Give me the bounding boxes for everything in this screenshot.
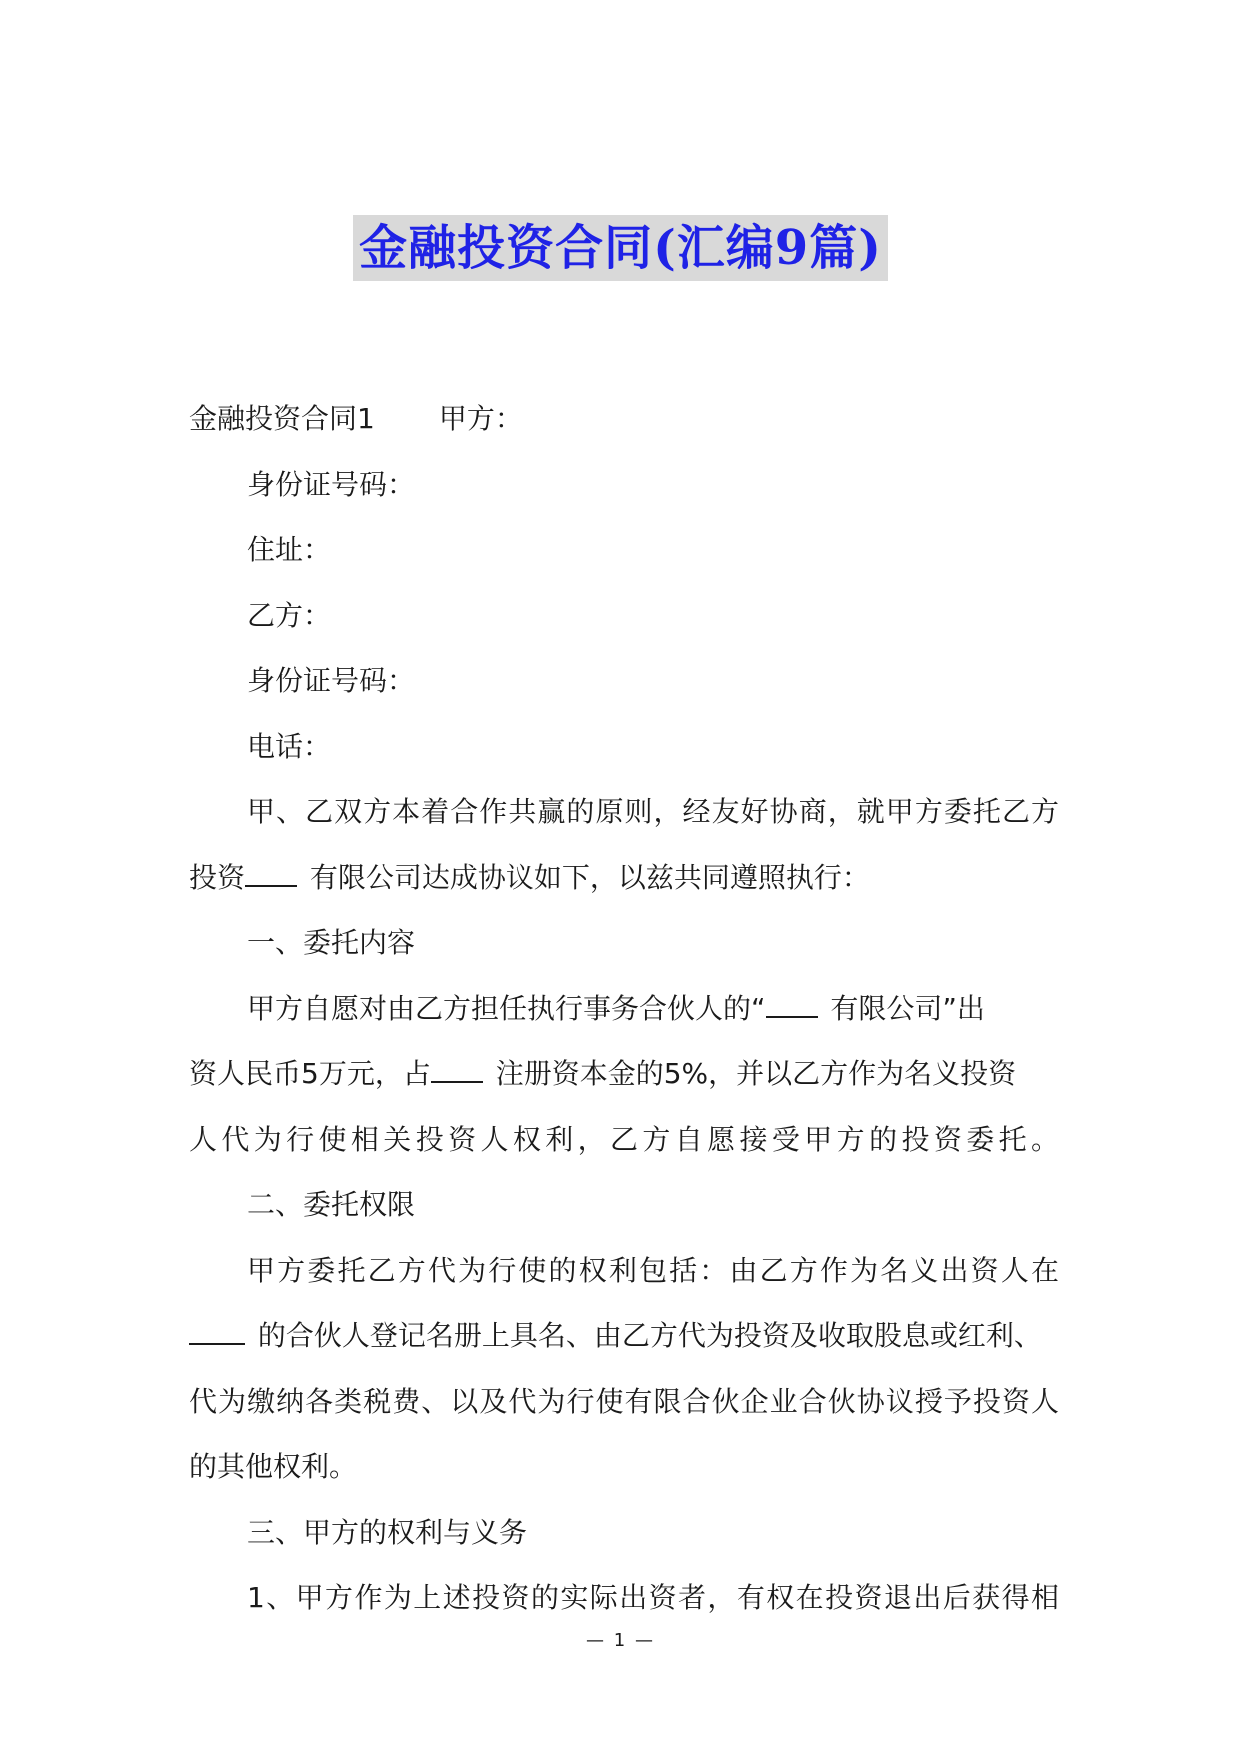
title-container	[0, 215, 1241, 281]
fill-blank	[189, 1319, 245, 1345]
section-heading-1: 一、委托内容	[247, 926, 416, 959]
document-title: 金融投资合同(汇编9篇)	[353, 215, 888, 281]
fill-blank	[766, 992, 818, 1018]
party-b-id-label: 身份证号码：	[247, 664, 416, 697]
paragraph-line: 投资 有限公司达成协议如下，以兹共同遵照执行：	[189, 860, 870, 894]
paragraph-line: 的其他权利。	[189, 1450, 358, 1483]
paragraph-line: 代为缴纳各类税费、以及代为行使有限合伙企业合伙协议授予投资人	[189, 1384, 1059, 1418]
page-number: — 1 —	[586, 1630, 655, 1651]
paragraph-line: 人代为行使相关投资人权利，乙方自愿接受甲方的投资委托。	[189, 1122, 1059, 1156]
fill-blank	[431, 1057, 483, 1083]
fill-blank	[245, 861, 297, 887]
section-heading-3: 三、甲方的权利与义务	[247, 1515, 528, 1549]
paragraph-line: 的合伙人登记名册上具名、由乙方代为投资及收取股息或红利、	[189, 1303, 1059, 1369]
section-heading-2: 二、委托权限	[247, 1188, 416, 1221]
paragraph-line: 甲方自愿对由乙方担任执行事务合伙人的“ 有限公司”出	[247, 991, 985, 1025]
contract-heading-line	[189, 386, 1059, 452]
paragraph-line: 甲方委托乙方代为行使的权利包括：由乙方作为名义出资人在	[247, 1253, 1059, 1287]
contract-number: 金融投资合同1	[189, 402, 375, 435]
contract-body	[189, 386, 1059, 1631]
paragraph-line: 1、甲方作为上述投资的实际出资者，有权在投资退出后获得相	[247, 1581, 1059, 1614]
party-b-phone-label: 电话：	[247, 729, 332, 763]
party-a-address-label: 住址：	[247, 533, 332, 566]
party-a-label: 甲方：	[438, 402, 523, 435]
paragraph-line: 甲、乙双方本着合作共赢的原则，经友好协商，就甲方委托乙方	[247, 795, 1059, 828]
party-b-label: 乙方：	[247, 598, 332, 632]
party-a-id-label: 身份证号码：	[247, 467, 416, 501]
paragraph-line: 资人民币5万元，占 注册资本金的5%，并以乙方作为名义投资	[189, 1057, 1017, 1090]
